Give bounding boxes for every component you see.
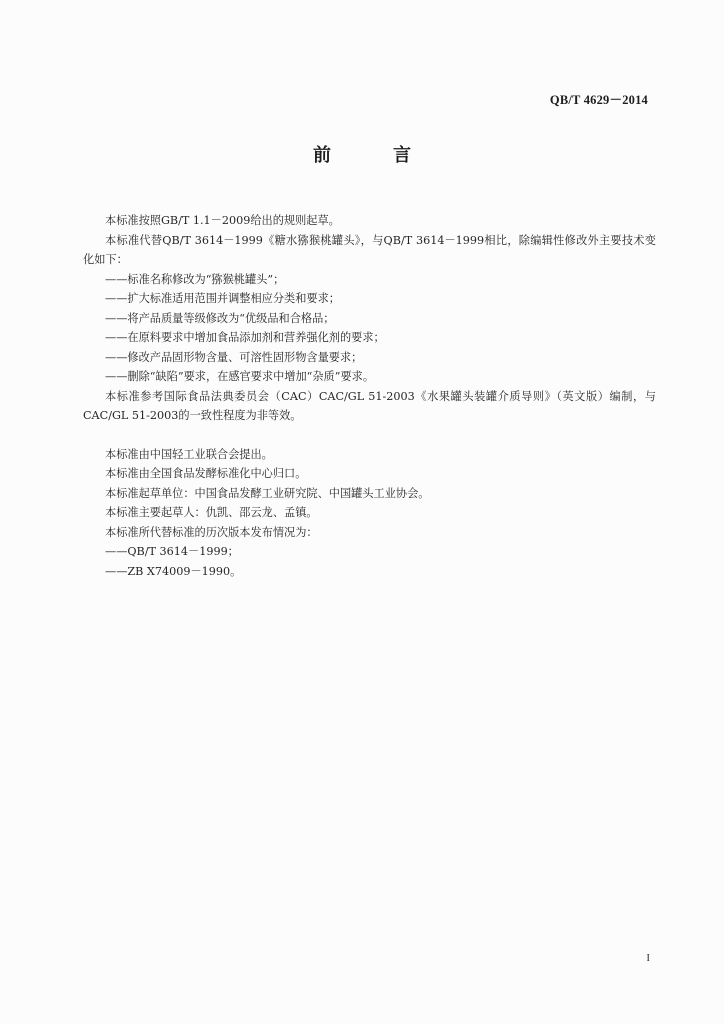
change-item: ——修改产品固形物含量、可溶性固形物含量要求；	[105, 350, 363, 364]
paragraph-drafting-rules: 本标准按照GB/T 1.1－2009给出的规则起草。	[105, 214, 340, 227]
paragraph-drafters: 本标准主要起草人：仇凯、邵云龙、孟镇。	[105, 506, 318, 519]
paragraph-administration: 本标准由全国食品发酵标准化中心归口。	[105, 467, 307, 480]
foreword-body	[83, 211, 656, 581]
page-number: I	[646, 952, 650, 964]
change-item: ——删除“缺陷”要求，在感官要求中增加“杂质”要求。	[105, 370, 375, 383]
page-title: 前 言	[313, 145, 433, 166]
paragraph-replacement: 本标准代替QB/T 3614－1999《糖水猕猴桃罐头》，与QB/T 3614－1999相比，除编辑性修改外主要技术变化如下：	[83, 233, 656, 266]
change-item: ——将产品质量等级修改为“优级品和合格品；	[105, 311, 335, 325]
change-item: ——标准名称修改为“猕猴桃罐头”；	[105, 272, 285, 286]
paragraph-drafting-units: 本标准起草单位：中国食品发酵工业研究院、中国罐头工业协会。	[105, 486, 430, 500]
paragraph-proposer: 本标准由中国轻工业联合会提出。	[105, 447, 273, 461]
standard-code: QB/T 4629－2014	[549, 93, 648, 107]
history-item: ——QB/T 3614－1999；	[105, 545, 239, 558]
paragraph-spacer	[83, 426, 656, 445]
paragraph-history-intro: 本标准所代替标准的历次版本发布情况为：	[105, 525, 318, 539]
change-item: ——在原料要求中增加食品添加剂和营养强化剂的要求；	[105, 331, 385, 344]
history-item: ——ZB X74009－1990。	[105, 564, 242, 578]
paragraph-reference: 本标准参考国际食品法典委员会（CAC）CAC/GL 51-2003《水果罐头装罐介质导则》（英文版）编制，与CAC/GL 51-2003的一致性程度为非等效。	[83, 389, 656, 422]
change-item: ——扩大标准适用范围并调整相应分类和要求；	[105, 292, 340, 305]
